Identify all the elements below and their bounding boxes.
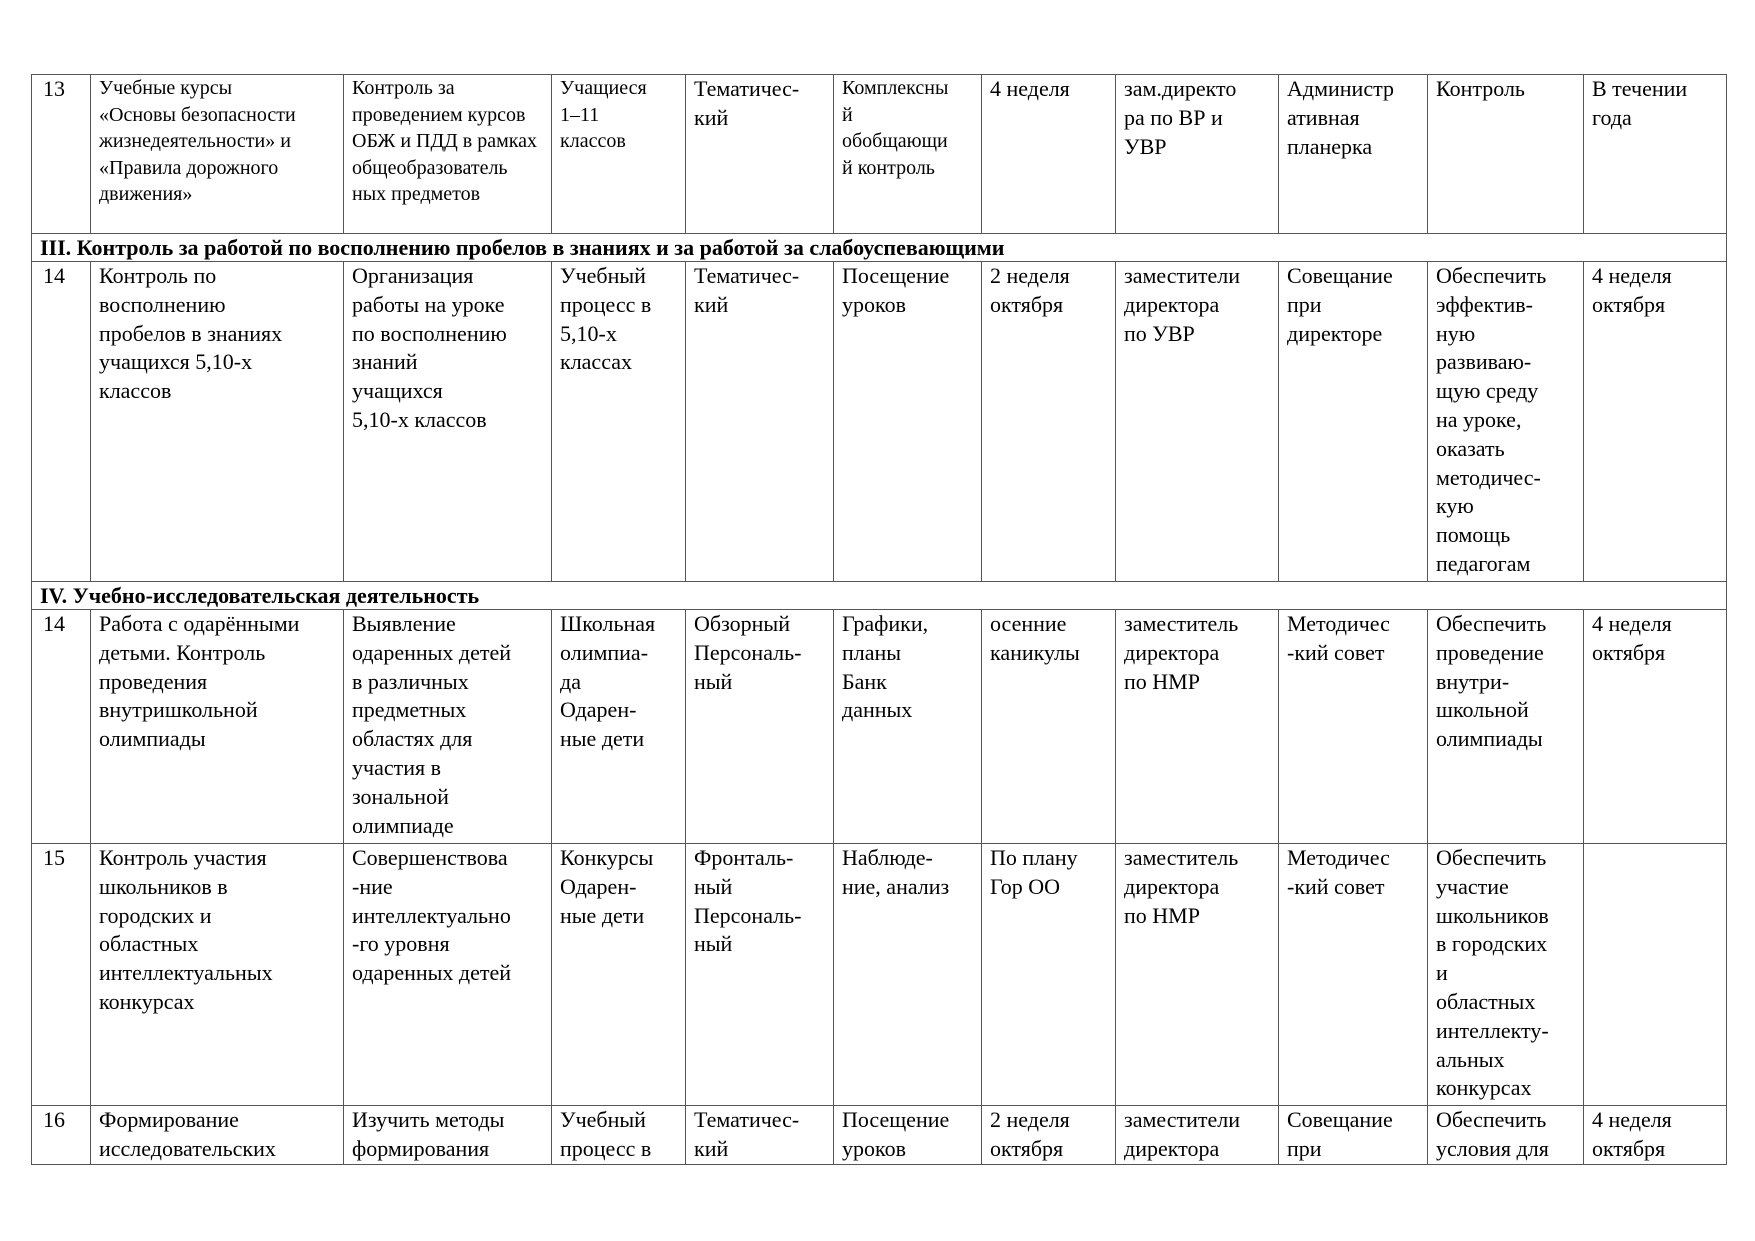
control-responsible: заместители директора	[1116, 1106, 1279, 1165]
control-deadline: 4 неделя октября	[1584, 610, 1727, 844]
control-goal: Организация работы на уроке по восполнению знаний учащихся 5,10-х классов	[344, 262, 552, 582]
control-goal: Изучить методы формирования	[344, 1106, 552, 1165]
control-object: Контроль участия школьников в городских и областных интеллектуальных конкурсах	[91, 844, 344, 1106]
section-row	[32, 582, 1727, 610]
control-result: Обеспечить эффектив- ную развиваю- щую среду на уроке, оказать методичес- кую помощь педагогам	[1428, 262, 1584, 582]
control-responsible: заместитель директора по НМР	[1116, 844, 1279, 1106]
table-row	[32, 1106, 1727, 1165]
control-object: Работа с одарёнными детьми. Контроль проведения внутришкольной олимпиады	[91, 610, 344, 844]
section-heading: IV. Учебно-исследовательская деятельность	[32, 582, 1727, 610]
control-timing: осенние каникулы	[982, 610, 1116, 844]
control-subject: Учебный процесс в	[552, 1106, 686, 1165]
table-row	[32, 75, 1727, 234]
control-type: Обзорный Персональ- ный	[686, 610, 834, 844]
control-goal: Совершенствова -ние интеллектуально -го уровня одаренных детей	[344, 844, 552, 1106]
control-object: Формирование исследовательских	[91, 1106, 344, 1165]
control-type: Фронталь- ный Персональ- ный	[686, 844, 834, 1106]
row-number: 15	[32, 844, 91, 1106]
row-number: 14	[32, 262, 91, 582]
control-summary: Совещание при	[1279, 1106, 1428, 1165]
table-row	[32, 610, 1727, 844]
control-object: Контроль по восполнению пробелов в знаниях учащихся 5,10-х классов	[91, 262, 344, 582]
control-goal: Контроль за проведением курсов ОБЖ и ПДД в рамках общеобразователь ных предметов	[344, 75, 552, 234]
control-timing: 2 неделя октября	[982, 1106, 1116, 1165]
control-goal: Выявление одаренных детей в различных предметных областях для участия в зональной олимпиаде	[344, 610, 552, 844]
control-methods: Графики, планы Банк данных	[834, 610, 982, 844]
control-result: Контроль	[1428, 75, 1584, 234]
control-methods: Наблюде- ние, анализ	[834, 844, 982, 1106]
control-timing: 4 неделя	[982, 75, 1116, 234]
control-methods: Посещение уроков	[834, 262, 982, 582]
control-subject: Конкурсы Одарен- ные дети	[552, 844, 686, 1106]
control-methods: Комплексны й обобщающи й контроль	[834, 75, 982, 234]
control-deadline	[1584, 844, 1727, 1106]
section-row	[32, 234, 1727, 262]
control-summary: Совещание при директоре	[1279, 262, 1428, 582]
control-result: Обеспечить проведение внутри- школьной олимпиады	[1428, 610, 1584, 844]
control-summary: Администр ативная планерка	[1279, 75, 1428, 234]
control-type: Тематичес- кий	[686, 75, 834, 234]
control-deadline: 4 неделя октября	[1584, 262, 1727, 582]
control-subject: Учебный процесс в 5,10-х классах	[552, 262, 686, 582]
row-number: 16	[32, 1106, 91, 1165]
table-row	[32, 844, 1727, 1106]
control-subject: Школьная олимпиа- да Одарен- ные дети	[552, 610, 686, 844]
table-row	[32, 262, 1727, 582]
control-responsible: заместители директора по УВР	[1116, 262, 1279, 582]
control-deadline: В течении года	[1584, 75, 1727, 234]
control-object: Учебные курсы «Основы безопасности жизнедеятельности» и «Правила дорожного движения»	[91, 75, 344, 234]
section-heading: III. Контроль за работой по восполнению пробелов в знаниях и за работой за слабоуспевающими	[32, 234, 1727, 262]
control-type: Тематичес- кий	[686, 1106, 834, 1165]
control-timing: 2 неделя октября	[982, 262, 1116, 582]
control-subject: Учащиеся 1–11 классов	[552, 75, 686, 234]
control-summary: Методичес -кий совет	[1279, 610, 1428, 844]
control-type: Тематичес- кий	[686, 262, 834, 582]
control-result: Обеспечить участие школьников в городских и областных интеллекту- альных конкурсах	[1428, 844, 1584, 1106]
control-deadline: 4 неделя октября	[1584, 1106, 1727, 1165]
control-timing: По плану Гор ОО	[982, 844, 1116, 1106]
control-responsible: зам.директо ра по ВР и УВР	[1116, 75, 1279, 234]
control-result: Обеспечить условия для	[1428, 1106, 1584, 1165]
control-summary: Методичес -кий совет	[1279, 844, 1428, 1106]
control-methods: Посещение уроков	[834, 1106, 982, 1165]
row-number: 14	[32, 610, 91, 844]
row-number: 13	[32, 75, 91, 234]
control-responsible: заместитель директора по НМР	[1116, 610, 1279, 844]
control-plan-table	[31, 74, 1727, 1165]
